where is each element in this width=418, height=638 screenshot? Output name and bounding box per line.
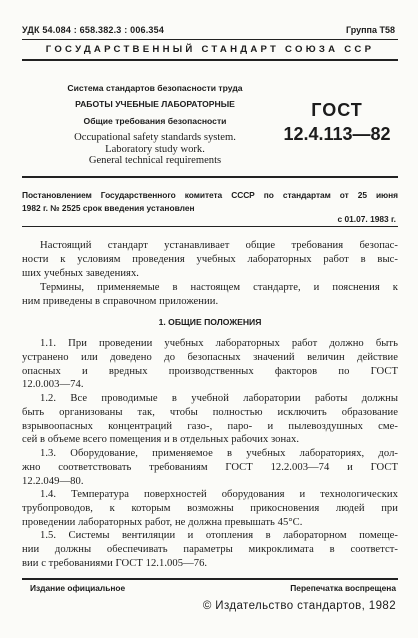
intro-line: ших учебных заведениях. bbox=[22, 267, 140, 279]
title-rule bbox=[22, 176, 398, 178]
paragraph-line: 1.4. Температура поверхностей оборудования и технологических bbox=[40, 489, 398, 500]
document-title: РАБОТЫ УЧЕБНЫЕ ЛАБОРАТОРНЫЕ bbox=[75, 99, 235, 109]
footer-rule bbox=[22, 578, 398, 580]
reprint-prohibited: Перепечатка воспрещена bbox=[290, 583, 396, 593]
system-name: Система стандартов безопасности труда bbox=[67, 83, 243, 93]
intro-line: Термины, применяемые в настоящем стандарте, и пояснения к bbox=[40, 282, 398, 293]
paragraph-line: вии с требованиями ГОСТ 12.1.005—76. bbox=[22, 557, 208, 569]
gost-number: 12.4.113—82 bbox=[283, 124, 391, 144]
paragraph-line: проведении лабораторных работ, не должна превышать 45°С. bbox=[22, 516, 303, 528]
paragraph-line: быть организованы так, чтобы полностью исключить образование bbox=[22, 406, 398, 418]
gost-label: ГОСТ bbox=[311, 100, 363, 120]
group-code: Группа Т58 bbox=[345, 25, 395, 35]
intro-line: ним приведены в справочном приложении. bbox=[22, 295, 219, 307]
paragraph-1-3 bbox=[22, 447, 398, 488]
publisher-copyright: © Издательство стандартов, 1982 bbox=[202, 600, 396, 612]
paragraph-line: нии должны обеспечивать параметры микроклимата в соответст- bbox=[22, 543, 398, 555]
intro-line: Настоящий стандарт устанавливает общие требования безопас- bbox=[40, 240, 398, 251]
paragraph-line: 1.1. При проведении учебных лабораторных работ должно быть bbox=[40, 338, 398, 349]
intro-paragraph-1 bbox=[22, 239, 398, 280]
paragraph-line: 1.5. Системы вентиляции и отопления в лабораторном помеще- bbox=[40, 530, 398, 541]
paragraph-line: жно соответствовать требованиям ГОСТ 12.2.003—74 и ГОСТ bbox=[22, 461, 398, 473]
decree-underline bbox=[22, 226, 398, 227]
paragraph-1-1 bbox=[22, 337, 398, 392]
title-block bbox=[40, 82, 270, 167]
standard-banner: ГОСУДАРСТВЕННЫЙ СТАНДАРТ СОЮЗА ССР bbox=[45, 44, 375, 55]
header-rule-top bbox=[22, 39, 398, 40]
paragraph-line: опасных и вредных производственных факторов по ГОСТ bbox=[22, 365, 398, 377]
english-title-line-3: General technical requirements bbox=[88, 155, 222, 166]
english-title-line-1: Occupational safety standards system. bbox=[74, 132, 236, 143]
decree-line-1: Постановлением Государственного комитета СССР по стандартам от 25 июня bbox=[22, 190, 398, 200]
paragraph-line: 1.2. Все проводимые в учебной лаборатории работы должны bbox=[40, 393, 398, 404]
official-edition: Издание официальное bbox=[30, 583, 126, 593]
paragraph-line: устранено или доведено до безопасных значений величин действие bbox=[22, 351, 398, 363]
paragraph-line: 1.3. Оборудование, применяемое в учебных лабораториях, дол- bbox=[40, 448, 398, 459]
document-subtitle: Общие требования безопасности bbox=[83, 116, 227, 126]
paragraph-1-4 bbox=[22, 488, 398, 529]
paragraph-1-2 bbox=[22, 392, 398, 447]
english-title-line-2: Laboratory study work. bbox=[105, 143, 205, 155]
paragraph-1-5 bbox=[22, 529, 398, 570]
effective-date: с 01.07. 1983 г. bbox=[337, 214, 396, 224]
paragraph-line: сей в объеме всего помещения и в отдельных рабочих зонах. bbox=[22, 434, 300, 446]
decree-line-2: 1982 г. № 2525 срок введения установлен bbox=[22, 203, 195, 213]
intro-line: ности к условиям проведения учебных лабораторных работ в выс- bbox=[22, 253, 398, 265]
header-rule-bottom bbox=[22, 59, 398, 61]
paragraph-line: 12.2.049—80. bbox=[22, 475, 84, 487]
section-heading: 1. ОБЩИЕ ПОЛОЖЕНИЯ bbox=[158, 317, 262, 327]
paragraph-line: 12.0.003—74. bbox=[22, 379, 84, 391]
intro-paragraph-2 bbox=[22, 281, 398, 309]
udk-code: УДК 54.084 : 658.382.3 : 006.354 bbox=[22, 25, 165, 35]
paragraph-line: трубопроводов, к которым возможны прикосновения людей при bbox=[22, 502, 398, 514]
paragraph-line: взрывоопасных концентраций газо-, паро- и пылевоздушных сме- bbox=[22, 420, 398, 432]
